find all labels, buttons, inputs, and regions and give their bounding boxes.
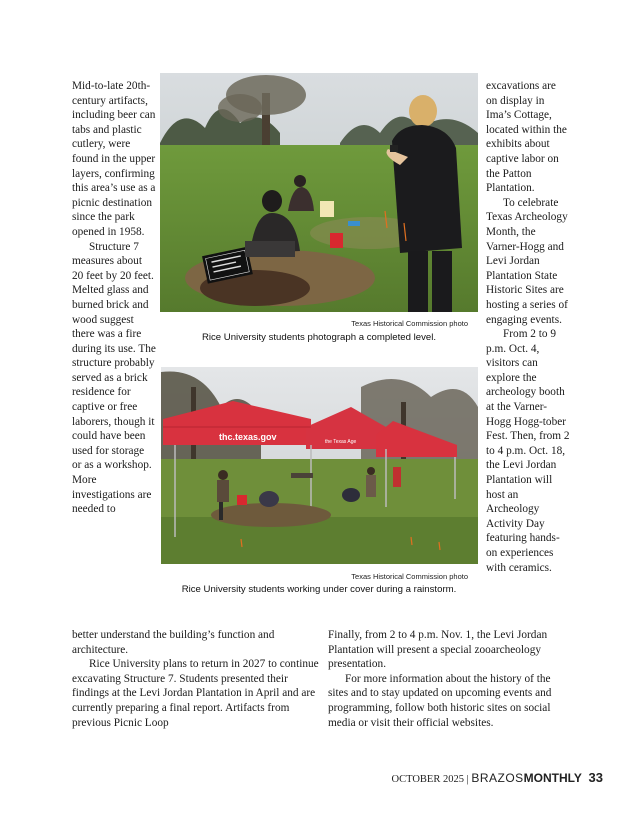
article-bottom-right-column (328, 628, 572, 730)
paragraph: Rice University plans to return in 2027 to continue excavating Structure 7. Students presented their findings at the Levi Jordan Plantation in April and are currently preparing a final report. Artifacts from previous Picnic Loop (72, 658, 319, 729)
page-footer (392, 770, 603, 785)
paragraph: Mid-to-late 20th-century artifacts, including beer can tabs and plastic cutlery, were found in the upper layers, confirming this area’s use as a picnic destination since the park opened in 1958. (72, 80, 156, 238)
article-bottom-left-column (72, 628, 320, 730)
article-right-column (486, 79, 570, 575)
paragraph: From 2 to 9 p.m. Oct. 4, visitors can explore the archeology booth at the Varner-Hogg Hogg-tober Fest. Then, from 2 to 4 p.m. Oct. 18, the Levi Jordan Plantation will host an Archeology Activity Day featuring hands-on experiences with ceramics. (486, 328, 570, 574)
paragraph: Finally, from 2 to 4 p.m. Nov. 1, the Levi Jordan Plantation will present a special zooarcheology presentation. (328, 629, 548, 671)
brand-part1: BRAZOS (471, 771, 524, 785)
paragraph: Structure 7 measures about 20 feet by 20 feet. Melted glass and burned brick and wood suggest there was a fire during its use. The structure probably served as a brick residence for captive or free laborers, though it could have been used for storage or as a workshop. More investigations are needed to (72, 240, 156, 516)
paragraph: To celebrate Texas Archeology Month, the Varner-Hogg and Levi Jordan Plantation State Historic Sites are hosting a series of engaging events. (486, 196, 568, 326)
photo-caption: Rice University students photograph a completed level. (201, 332, 437, 343)
article-left-column (72, 79, 156, 517)
photo-students-under-tents (161, 367, 478, 564)
footer-separator: | (466, 774, 469, 785)
tent-text-2: the Texas Age (325, 439, 357, 445)
paragraph: For more information about the history of the sites and to stay updated on upcoming events and programming, follow both historic sites on social media or visit their official websites. (328, 672, 552, 729)
photo-credit: Texas Historical Commission photo (351, 572, 468, 581)
issue-date: OCTOBER 2025 (391, 774, 464, 785)
paragraph: excavations are on display in Ima’s Cottage, located within the exhibits about captive labor on the Patton Plantation. (486, 80, 567, 195)
photo-credit: Texas Historical Commission photo (351, 319, 468, 328)
photo-caption: Rice University students working under cover during a rainstorm. (181, 584, 457, 595)
page-number: 33 (588, 770, 603, 785)
brand-part2: MONTHLY (523, 771, 582, 785)
photo-students-completed-level (160, 73, 478, 312)
tent-text: thc.texas.gov (219, 432, 277, 442)
magazine-brand (471, 773, 582, 785)
paragraph: better understand the building’s function and architecture. (72, 629, 275, 656)
